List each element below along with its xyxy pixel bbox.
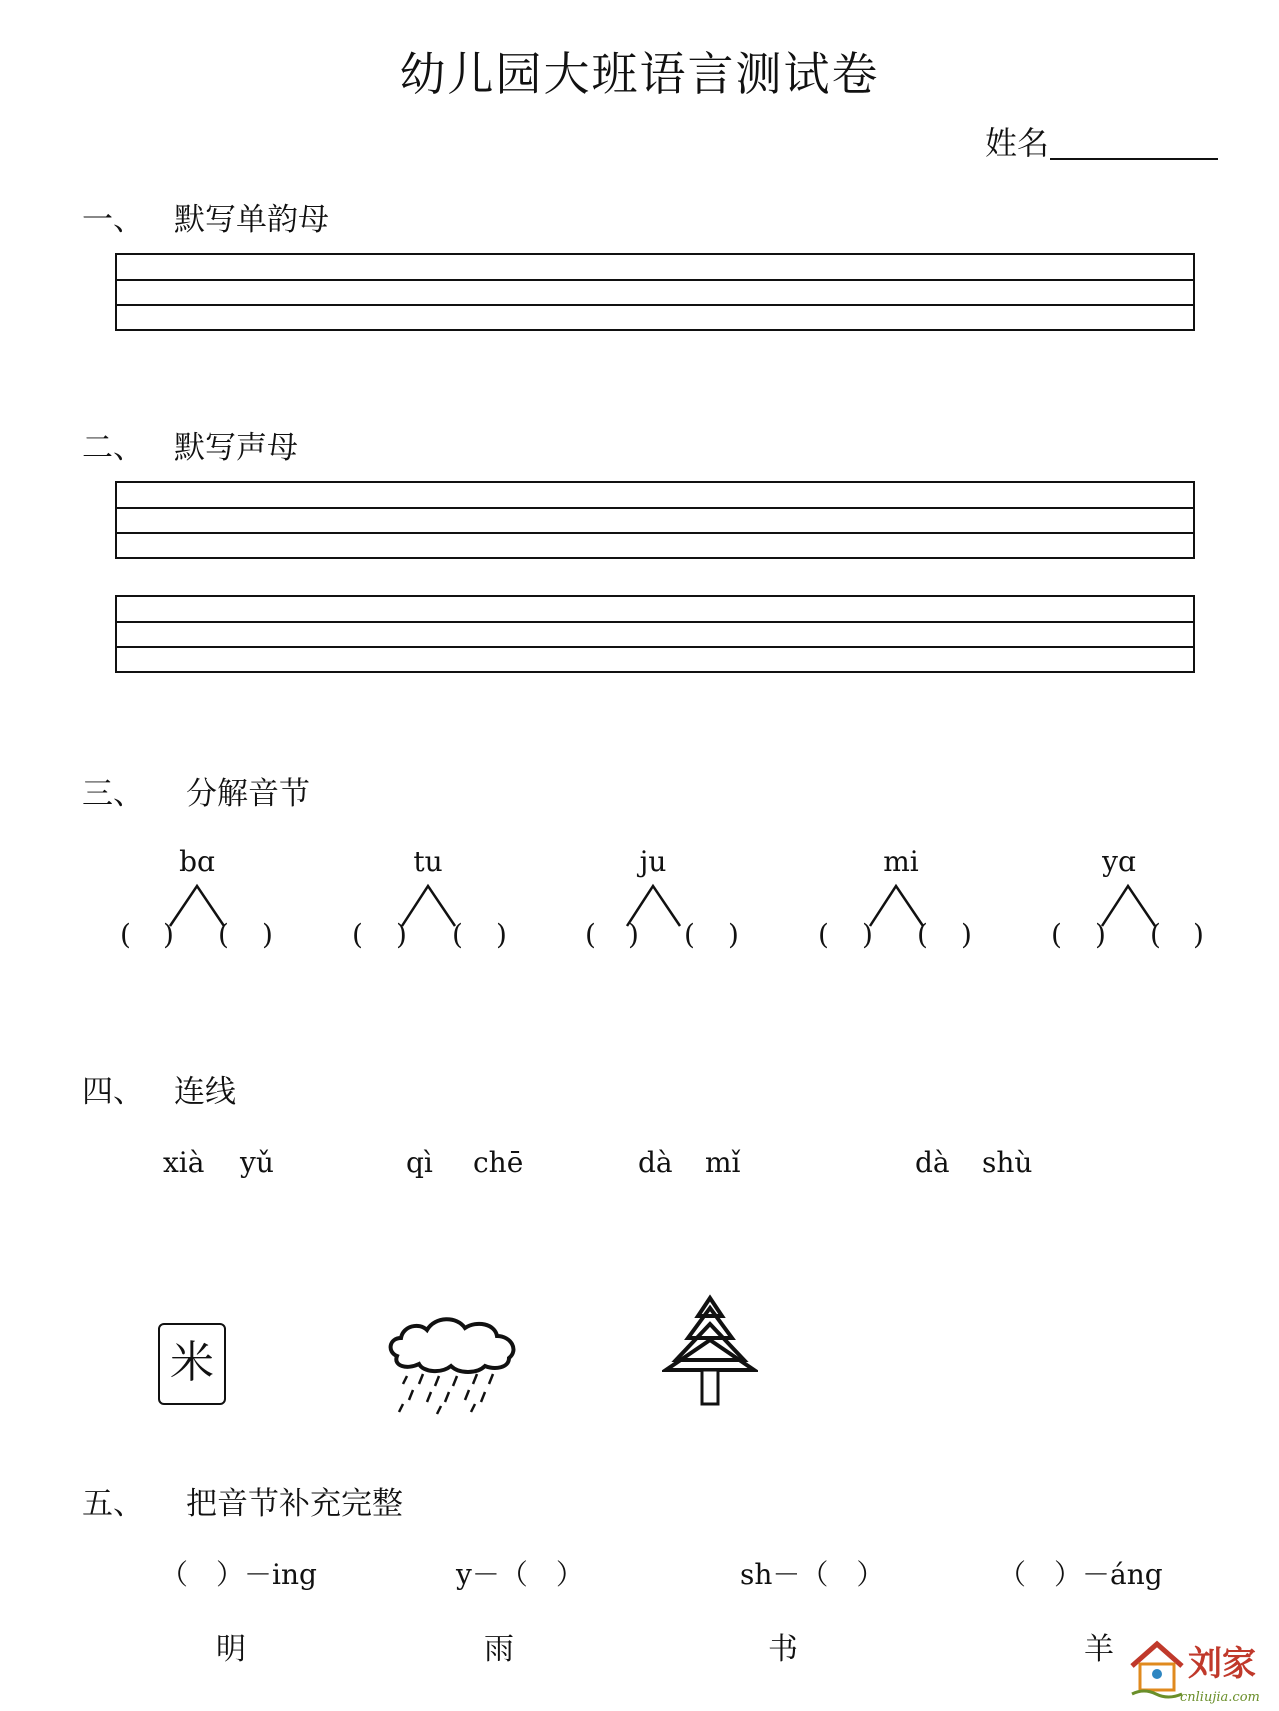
writing-box-vowels[interactable] [115, 253, 1195, 331]
hanzi-3: 书 [768, 1632, 798, 1667]
answer-slot[interactable]: ( [585, 918, 596, 951]
hanzi-2: 雨 [484, 1632, 514, 1667]
section-1-heading [82, 194, 329, 239]
answer-slot[interactable]: ( [917, 918, 928, 951]
rice-picture[interactable]: 米 [158, 1323, 226, 1405]
answer-slot[interactable]: ( [684, 918, 695, 951]
writing-box-initials-2[interactable] [115, 595, 1195, 673]
answer-slot[interactable]: ) [628, 918, 639, 951]
match-pinyin-1a[interactable]: xià [163, 1146, 205, 1179]
section-2-number: 二、 [82, 430, 144, 466]
fill-item-1-right: －ing [244, 1558, 317, 1591]
fill-item-2[interactable] [456, 1553, 584, 1593]
answer-slot[interactable]: ( [1150, 918, 1161, 951]
answer-slot[interactable]: ) [163, 918, 174, 951]
section-5-number: 五、 [82, 1486, 144, 1522]
answer-slot[interactable]: ) [1193, 918, 1204, 951]
answer-slot[interactable]: ) [862, 918, 873, 951]
answer-slot[interactable]: ( [1051, 918, 1062, 951]
branch-tu [402, 886, 455, 926]
fill-item-2-right[interactable]: （ ） [499, 1558, 584, 1591]
section-5-heading [82, 1478, 403, 1523]
section-3-heading [82, 768, 310, 813]
syllable-ba: bɑ [179, 845, 215, 878]
syllable-ya: yɑ [1102, 845, 1136, 878]
match-pinyin-3a[interactable]: dà [638, 1146, 673, 1179]
answer-slot[interactable]: ( [818, 918, 829, 951]
answer-slot[interactable]: ) [396, 918, 407, 951]
answer-slot[interactable]: ( [218, 918, 229, 951]
branch-ya [1102, 886, 1155, 926]
fill-item-2-left: y－ [456, 1558, 500, 1591]
fill-item-4-left[interactable]: （ ） [998, 1558, 1083, 1591]
logo-url: cnliujia.com [1180, 1690, 1260, 1705]
fill-item-1-left[interactable]: （ ） [160, 1558, 245, 1591]
section-4-text: 连线 [174, 1074, 236, 1110]
section-2-text: 默写声母 [174, 430, 298, 466]
answer-slot[interactable]: ) [961, 918, 972, 951]
split-branches [0, 880, 1279, 960]
answer-slot[interactable]: ) [496, 918, 507, 951]
section-5-text: 把音节补充完整 [186, 1486, 403, 1522]
section-3-number: 三、 [82, 776, 144, 812]
fill-item-4-right: －áng [1082, 1558, 1163, 1591]
answer-slot[interactable]: ) [728, 918, 739, 951]
section-3-text: 分解音节 [186, 776, 310, 812]
syllable-tu: tu [413, 845, 443, 878]
page-title: 幼儿园大班语言测试卷 [399, 47, 880, 101]
fill-item-4[interactable] [998, 1553, 1163, 1593]
logo-text: 刘家 [1188, 1644, 1256, 1684]
match-pinyin-2b[interactable]: chē [473, 1146, 524, 1179]
section-1-text: 默写单韵母 [174, 202, 329, 238]
fill-item-3[interactable] [740, 1553, 884, 1593]
answer-slot[interactable]: ( [352, 918, 363, 951]
answer-slot[interactable]: ) [262, 918, 273, 951]
answer-slot[interactable]: ) [1095, 918, 1106, 951]
syllable-mi: mi [883, 845, 919, 878]
writing-box-initials-1[interactable] [115, 481, 1195, 559]
branch-mi [870, 886, 923, 926]
section-4-number: 四、 [82, 1074, 144, 1110]
answer-slot[interactable]: ( [452, 918, 463, 951]
match-pinyin-4b[interactable]: shù [982, 1146, 1033, 1179]
house-logo-icon [1128, 1640, 1186, 1700]
section-1-number: 一、 [82, 202, 144, 238]
fill-item-3-left: sh－ [740, 1558, 801, 1591]
rain-cloud-picture[interactable] [385, 1308, 525, 1416]
tree-picture[interactable] [662, 1294, 758, 1406]
match-pinyin-2a[interactable]: qì [406, 1146, 433, 1179]
name-label: 姓名 [985, 124, 1050, 162]
answer-slot[interactable]: ( [120, 918, 131, 951]
name-input-line[interactable] [1050, 158, 1218, 160]
match-pinyin-4a[interactable]: dà [915, 1146, 950, 1179]
branch-ba [170, 886, 224, 926]
match-pinyin-1b[interactable]: yǔ [240, 1146, 274, 1179]
section-4-heading [82, 1066, 236, 1111]
hanzi-4: 羊 [1084, 1632, 1114, 1667]
match-pinyin-3b[interactable]: mǐ [705, 1146, 741, 1179]
section-2-heading [82, 422, 298, 467]
hanzi-1: 明 [216, 1632, 246, 1667]
syllable-ju: ju [639, 845, 667, 878]
fill-item-3-right[interactable]: （ ） [800, 1558, 885, 1591]
fill-item-1[interactable] [160, 1553, 317, 1593]
